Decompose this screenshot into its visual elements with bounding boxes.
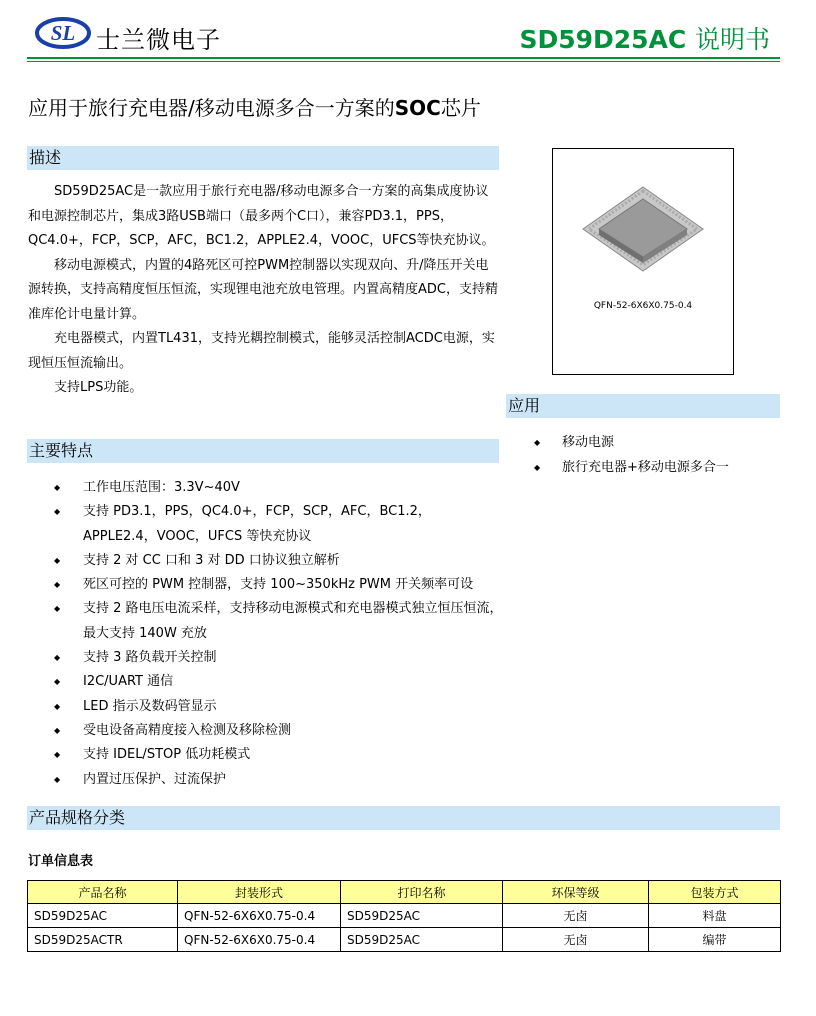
doc-type: 说明书 xyxy=(694,25,770,54)
list-item xyxy=(54,670,504,694)
bullet-icon: ◆ xyxy=(54,507,61,517)
features-list xyxy=(54,476,504,792)
section-features: 主要特点 xyxy=(27,439,499,463)
list-item xyxy=(54,646,504,670)
feature-text: 支持 2 对 CC 口和 3 对 DD 口协议独立解析 xyxy=(83,552,340,568)
bullet-icon: ◆ xyxy=(54,483,61,492)
cell-eco: 无卤 xyxy=(503,928,649,952)
part-number: SD59D25AC xyxy=(519,25,687,54)
bullet-icon: ◆ xyxy=(534,463,541,472)
bullet-icon: ◆ xyxy=(54,677,61,687)
feature-text: I2C/UART 通信 xyxy=(83,674,174,690)
feature-text: 支持 IDEL/STOP 低功耗模式 xyxy=(83,747,251,763)
list-item xyxy=(54,768,504,792)
chip-illustration xyxy=(575,179,711,279)
col-header: 打印名称 xyxy=(341,881,503,904)
bullet-icon: ◆ xyxy=(54,580,61,590)
application-text: 移动电源 xyxy=(562,435,615,450)
list-item xyxy=(54,549,504,573)
page-subtitle xyxy=(28,92,481,121)
feature-text: LED 指示及数码管显示 xyxy=(83,698,217,714)
description-paragraph: SD59D25AC是一款应用于旅行充电器/移动电源多合一方案的高集成度协议和电源控制芯片，集成3路USB端口（最多两个C口），兼容PD3.1，PPS，QC4.0+，FCP，SCP，AFC，BC1.2，APPLE2.4，VOOC，UFCS等快充协议。 xyxy=(28,184,495,248)
feature-text: 工作电压范围：3.3V~40V xyxy=(83,480,240,495)
cell-eco: 无卤 xyxy=(503,904,649,928)
col-header: 包装方式 xyxy=(649,881,781,904)
header-rule xyxy=(27,57,780,59)
header-rule-thin xyxy=(27,61,780,62)
bullet-icon: ◆ xyxy=(54,725,61,735)
bullet-icon: ◆ xyxy=(54,701,61,711)
subtitle-suffix: 芯片 xyxy=(440,96,481,120)
table-row xyxy=(28,928,781,952)
list-item xyxy=(54,695,504,719)
feature-text: 受电设备高精度接入检测及移除检测 xyxy=(83,722,292,738)
section-ordering: 产品规格分类 xyxy=(27,806,780,830)
description-text xyxy=(28,180,498,401)
col-header: 产品名称 xyxy=(28,881,178,904)
package-label: QFN-52-6X6X0.75-0.4 xyxy=(593,301,693,311)
order-table xyxy=(27,880,781,952)
cell-package: QFN-52-6X6X0.75-0.4 xyxy=(178,928,341,952)
cell-product: SD59D25ACTR xyxy=(28,928,178,952)
feature-text: 死区可控的 PWM 控制器，支持 100~350kHz PWM 开关频率可设 xyxy=(83,577,474,593)
bullet-icon: ◆ xyxy=(54,555,61,565)
bullet-icon: ◆ xyxy=(54,604,61,614)
bullet-icon: ◆ xyxy=(54,750,61,760)
feature-text: 支持 PD3.1，PPS，QC4.0+，FCP，SCP，AFC，BC1.2，APPLE2.4，VOOC，UFCS 等快充协议 xyxy=(83,504,431,544)
package-image-box xyxy=(552,148,734,375)
cell-product: SD59D25AC xyxy=(28,904,178,928)
description-paragraph: 充电器模式，内置TL431，支持光耦控制模式，能够灵活控制ACDC电源，实现恒压恒流输出。 xyxy=(28,331,495,371)
list-item xyxy=(54,573,504,597)
list-item xyxy=(54,597,504,646)
list-item xyxy=(54,500,504,549)
feature-text: 支持 3 路负载开关控制 xyxy=(83,650,217,666)
feature-text: 支持 2 路电压电流采样，支持移动电源模式和充电器模式独立恒压恒流，最大支持 140W 充放 xyxy=(83,601,503,641)
applications-list xyxy=(534,430,779,480)
cell-marking: SD59D25AC xyxy=(341,928,503,952)
col-header: 封装形式 xyxy=(178,881,341,904)
bullet-icon: ◆ xyxy=(534,438,541,447)
cell-packing: 料盘 xyxy=(649,904,781,928)
cell-packing: 编带 xyxy=(649,928,781,952)
section-description: 描述 xyxy=(27,146,499,170)
bullet-icon: ◆ xyxy=(54,774,61,784)
table-header-row xyxy=(28,881,781,904)
description-paragraph: 移动电源模式，内置的4路死区可控PWM控制器以实现双向、升/降压开关电源转换，支持高精度恒压恒流，实现锂电池充放电管理。内置高精度ADC，支持精准库伦计电量计算。 xyxy=(28,257,498,322)
section-applications: 应用 xyxy=(506,394,780,418)
col-header: 环保等级 xyxy=(503,881,649,904)
company-name: 士兰微电子 xyxy=(96,26,221,54)
cell-marking: SD59D25AC xyxy=(341,904,503,928)
cell-package: QFN-52-6X6X0.75-0.4 xyxy=(178,904,341,928)
subtitle-emph: SOC xyxy=(394,96,441,120)
list-item xyxy=(54,743,504,767)
list-item xyxy=(54,719,504,743)
feature-text: 内置过压保护、过流保护 xyxy=(83,771,227,787)
order-table-title: 订单信息表 xyxy=(28,854,94,869)
table-row xyxy=(28,904,781,928)
description-paragraph: 支持LPS功能。 xyxy=(54,380,143,395)
subtitle-prefix: 应用于旅行充电器/移动电源多合一方案的 xyxy=(28,96,395,120)
list-item xyxy=(534,430,779,455)
application-text: 旅行充电器+移动电源多合一 xyxy=(562,460,729,475)
doc-title xyxy=(519,20,770,56)
list-item xyxy=(54,476,504,500)
logo-text: SL xyxy=(50,21,76,45)
silan-logo xyxy=(34,16,92,50)
list-item xyxy=(534,455,779,480)
bullet-icon: ◆ xyxy=(54,653,61,663)
